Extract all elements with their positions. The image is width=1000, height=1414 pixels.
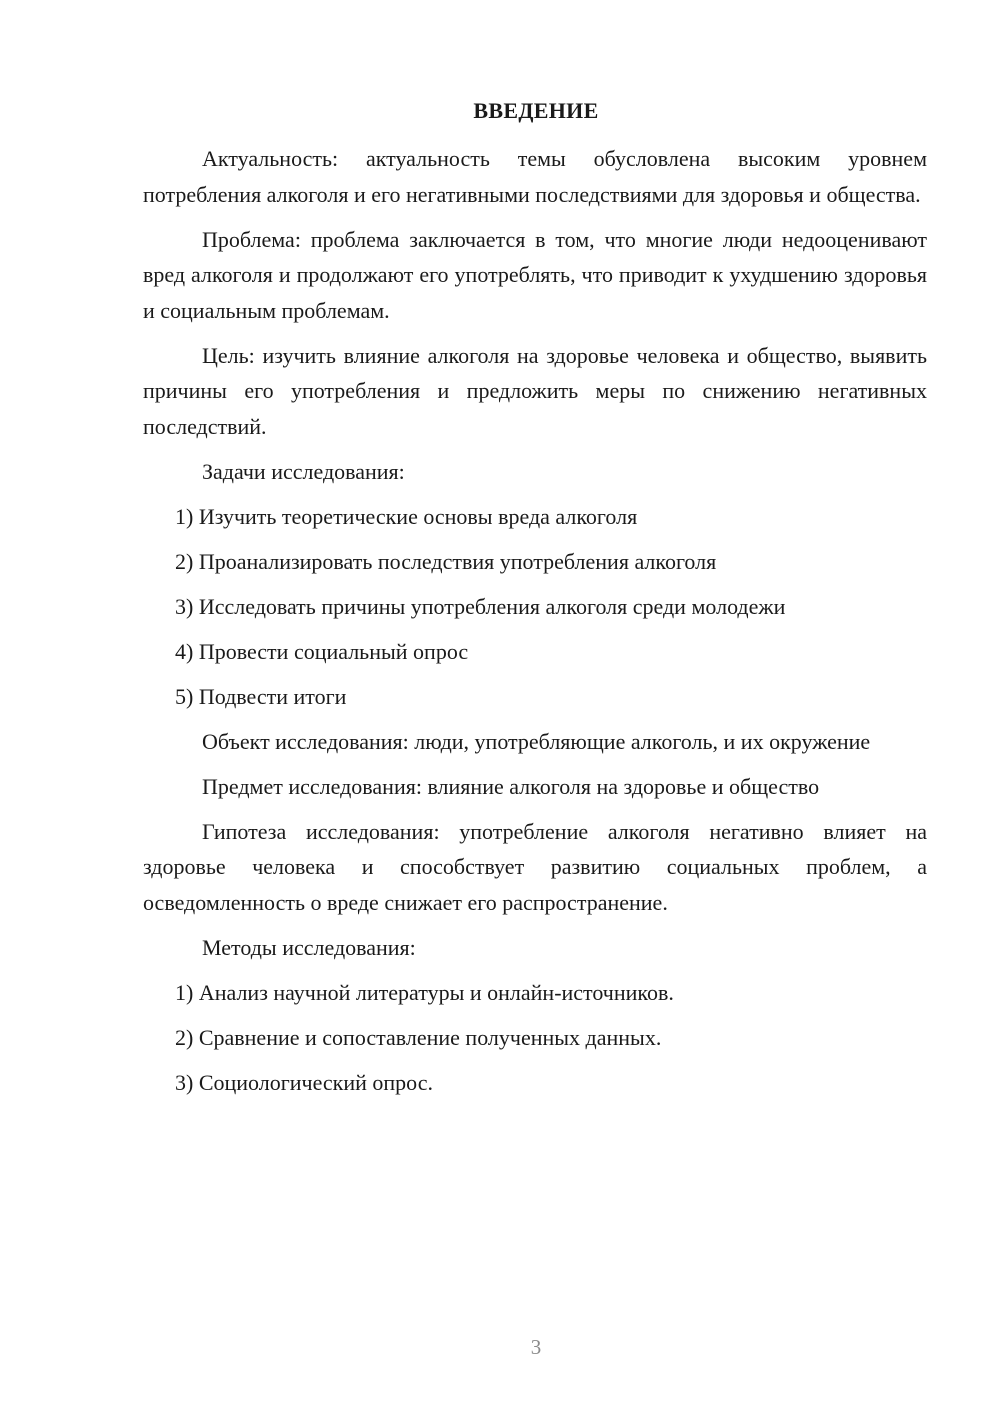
subject-paragraph: Предмет исследования: влияние алкоголя на здоровье и общество: [202, 773, 820, 799]
task-item-1: 1) Изучить теоретические основы вреда алкоголя: [175, 503, 638, 529]
methods-title: Методы исследования:: [202, 934, 416, 960]
hypothesis-paragraph: Гипотеза исследования: употребление алкоголя негативно влияет на здоровье человека и способствует развитию социальных проблем, а осведомленность о вреде снижает его распространение.: [143, 818, 927, 915]
method-item-1: 1) Анализ научной литературы и онлайн-источников.: [175, 979, 674, 1005]
goal-paragraph: Цель: изучить влияние алкоголя на здоровье человека и общество, выявить причины его употребления и предложить меры по снижению негативных последствий.: [143, 342, 927, 439]
task-item-2: 2) Проанализировать последствия употребления алкоголя: [175, 548, 717, 574]
method-item-3: 3) Социологический опрос.: [175, 1069, 433, 1095]
task-item-3: 3) Исследовать причины употребления алкоголя среди молодежи: [175, 593, 786, 619]
object-paragraph: Объект исследования: люди, употребляющие алкоголь, и их окружение: [202, 728, 871, 754]
tasks-title: Задачи исследования:: [202, 458, 405, 484]
page-number: 3: [530, 1335, 542, 1359]
task-item-5: 5) Подвести итоги: [175, 683, 347, 709]
problem-paragraph: Проблема: проблема заключается в том, что многие люди недооценивают вред алкоголя и продолжают его употреблять, что приводит к ухудшению здоровья и социальным проблемам.: [143, 226, 927, 323]
section-heading: ВВЕДЕНИЕ: [473, 98, 599, 123]
task-item-4: 4) Провести социальный опрос: [175, 638, 469, 664]
section-body: [143, 141, 927, 1110]
relevance-paragraph: Актуальность: актуальность темы обусловлена высоким уровнем потребления алкоголя и его негативными последствиями для здоровья и общества.: [143, 146, 927, 207]
method-item-2: 2) Сравнение и сопоставление полученных данных.: [175, 1024, 662, 1050]
